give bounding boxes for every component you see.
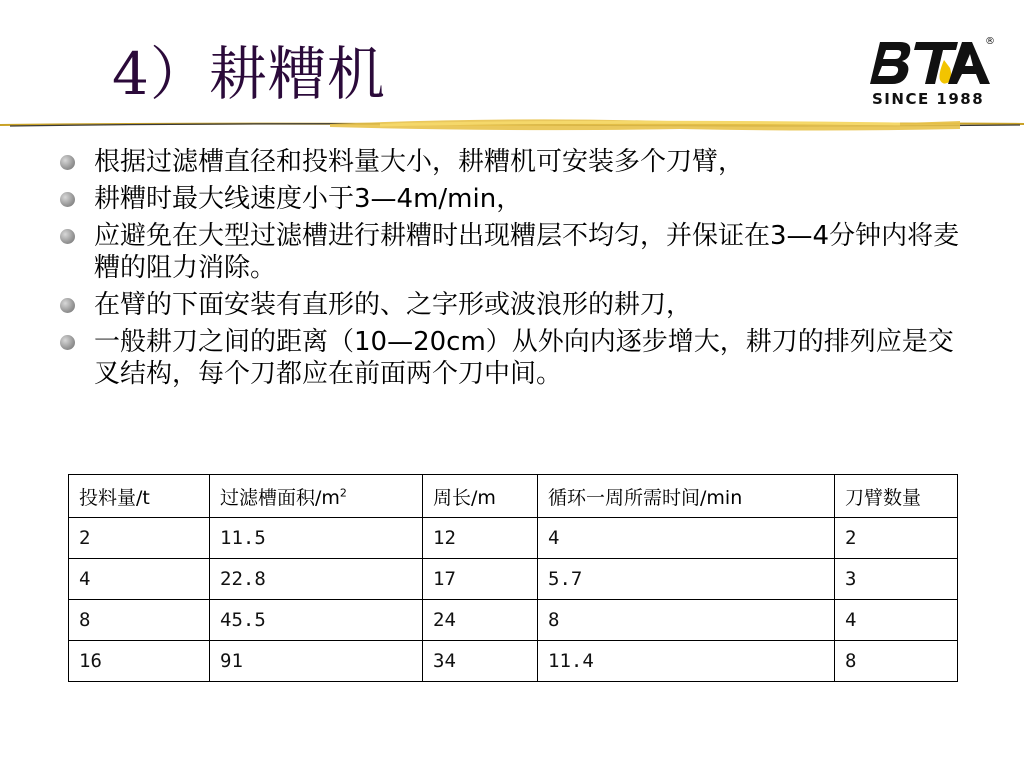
table-row — [69, 641, 958, 682]
table-header-cell — [423, 475, 538, 518]
table-cell: 91 — [210, 641, 423, 682]
bullet-dot-icon — [60, 298, 75, 313]
table-header-text: 周长/m — [433, 486, 496, 509]
table-cell: 4 — [835, 600, 958, 641]
bullet-text: 应避免在大型过滤槽进行耕糟时出现糟层不均匀，并保证在3—4分钟内将麦糟的阻力消除。 — [94, 221, 960, 283]
table-cell: 24 — [423, 600, 538, 641]
table-cell: 8 — [538, 600, 835, 641]
bullet-dot-icon — [60, 229, 75, 244]
table-header-cell — [835, 475, 958, 518]
specs-table — [68, 474, 958, 682]
table-header-text: 过滤槽面积/m — [220, 486, 340, 509]
bullet-text: 在臂的下面安装有直形的、之字形或波浪形的耕刀， — [94, 290, 693, 320]
bullet-text: 根据过滤槽直径和投料量大小，耕糟机可安装多个刀臂， — [94, 147, 745, 177]
table-cell: 34 — [423, 641, 538, 682]
table-cell: 45.5 — [210, 600, 423, 641]
bullet-dot-icon — [60, 192, 75, 207]
logo-registered-mark: ® — [985, 36, 995, 47]
bullet-list — [60, 146, 960, 395]
table-cell: 11.4 — [538, 641, 835, 682]
table-header-text: 投料量/t — [79, 486, 150, 509]
table-header-text: 刀臂数量 — [845, 486, 922, 509]
table-row — [69, 559, 958, 600]
table-header-text: 循环一周所需时间/min — [548, 486, 743, 509]
table-cell: 12 — [423, 518, 538, 559]
table-header-row — [69, 475, 958, 518]
table-header-cell — [538, 475, 835, 518]
logo-tagline: SINCE 1988 — [872, 90, 985, 108]
table-cell: 22.8 — [210, 559, 423, 600]
table-row — [69, 600, 958, 641]
table-cell: 11.5 — [210, 518, 423, 559]
bullet-item — [60, 146, 960, 178]
table-cell: 5.7 — [538, 559, 835, 600]
table-cell: 16 — [69, 641, 210, 682]
bullet-item — [60, 289, 960, 321]
table-cell: 8 — [835, 641, 958, 682]
table-header-cell — [210, 475, 423, 518]
table-header-superscript: 2 — [339, 486, 347, 500]
table-header-cell — [69, 475, 210, 518]
bullet-item — [60, 326, 960, 390]
bta-logo — [866, 38, 998, 110]
bta-logo-mark — [866, 38, 994, 88]
table-row — [69, 518, 958, 559]
bullet-item — [60, 183, 960, 215]
table-cell: 17 — [423, 559, 538, 600]
bullet-item — [60, 220, 960, 284]
table-cell: 4 — [538, 518, 835, 559]
title-divider — [0, 112, 1024, 138]
bullet-text: 一般耕刀之间的距离（10—20cm）从外向内逐步增大，耕刀的排列应是交叉结构，每个刀都应在前面两个刀中间。 — [94, 327, 954, 389]
table-cell: 2 — [69, 518, 210, 559]
table-cell: 4 — [69, 559, 210, 600]
bullet-text: 耕糟时最大线速度小于3—4m/min， — [94, 184, 523, 214]
table-cell: 8 — [69, 600, 210, 641]
table-cell: 2 — [835, 518, 958, 559]
table-cell: 3 — [835, 559, 958, 600]
bullet-dot-icon — [60, 155, 75, 170]
bullet-dot-icon — [60, 335, 75, 350]
slide-title: 4）耕糟机 — [112, 40, 386, 108]
